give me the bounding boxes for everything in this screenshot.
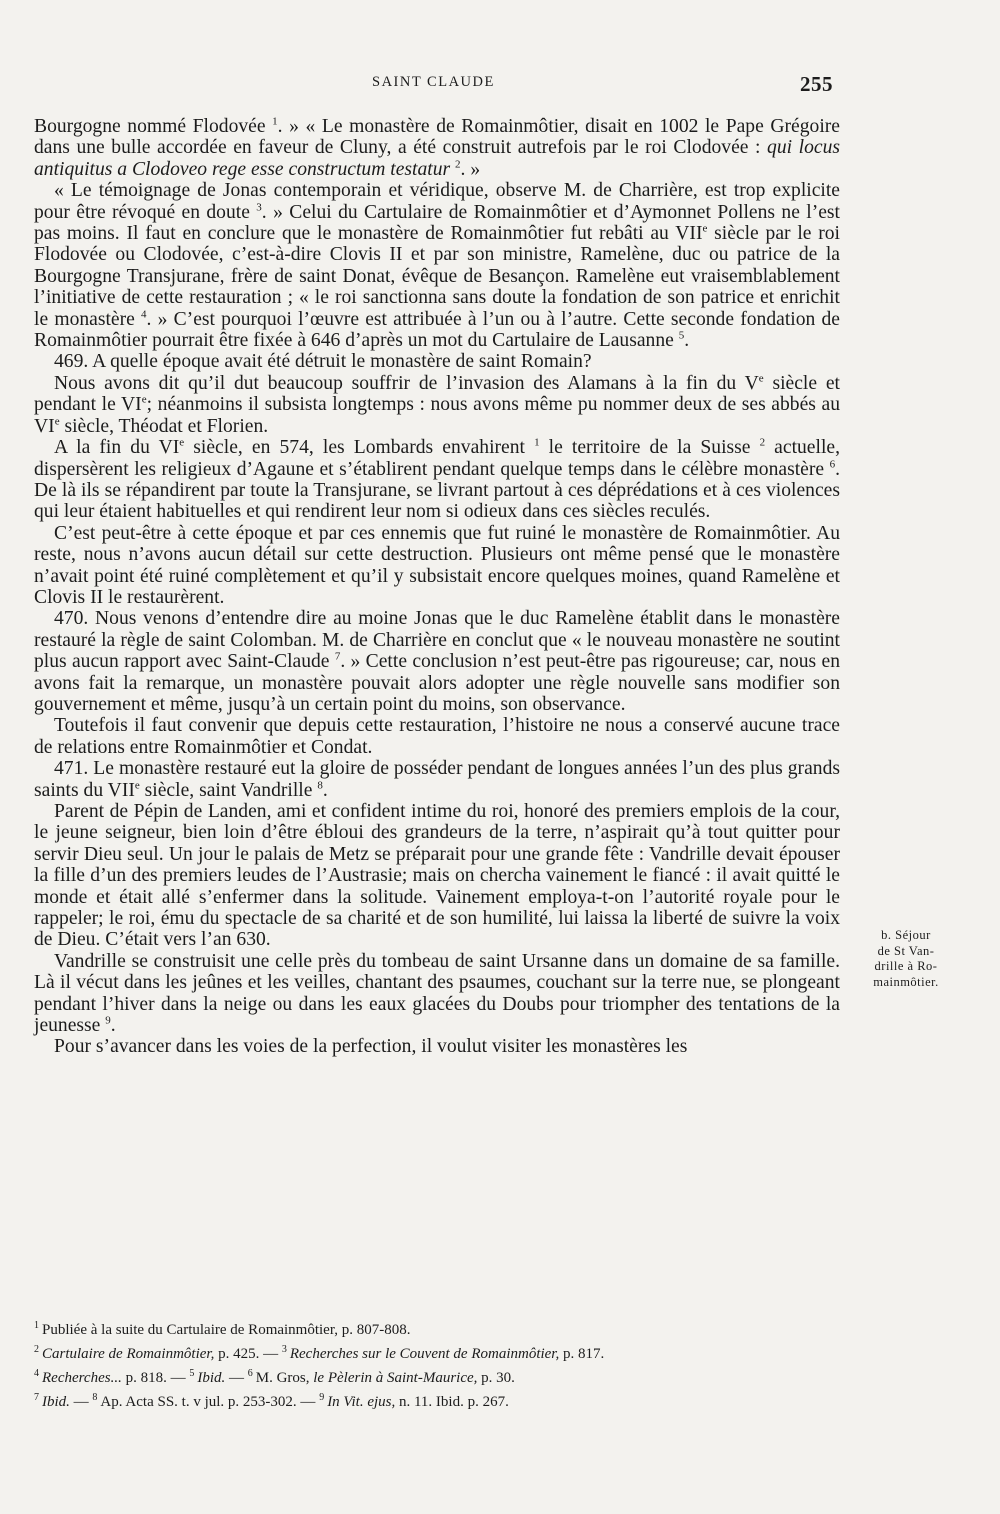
text-run: . De là ils se répandirent par toute la Transjurane, se livrant partout à ces déprédations et à ces violences qui leur étaient habituelles et qui rendirent leur nom si odieux dans ces siècles reculés. — [34, 458, 840, 523]
text-run: siècle, en 574, les Lombards envahirent — [184, 437, 535, 459]
italic-text: Ibid. — [197, 1370, 226, 1386]
text-run: Parent de Pépin de Landen, ami et confident intime du roi, honoré des premiers emplois de la cour, le jeune seigneur, bien loin d’être ébloui des grandeurs de la terre, n’aspirait qu’à tout quitter pour servir Dieu seul. Un jour le palais de Metz se préparait pour une grande fête : Vandrille devait épouser la fille d’un des premiers leudes de l’Austrasie; mais on chercha vainement le fiancé : il avait quitté le monde et était allé s’enfermer dans la solitude. Vainement employa-t-on l’autorité royale pour le rappeler; le roi, ému du spectacle de sa charité et de son humilité, lui laissa la liberté de suivre la voix de Dieu. C’était vers l’an 630. — [34, 801, 840, 951]
text-run: 471. Le monastère restauré eut la gloire de posséder pendant de longues années l’un des plus grands saints du VII — [34, 758, 840, 801]
italic-text: Recherches sur le Couvent de Romainmôtier, — [289, 1346, 560, 1362]
footnote-number: 3 — [281, 1344, 287, 1355]
text-run: . » Celui du Cartulaire de Romainmôtier et d’Aymonnet Pollens ne l’est pas moins. Il faut en conclure que le monastère de Romainmôtier fut rebâti au VII — [34, 201, 841, 245]
text-run: . » Cette conclusion n’est peut-être pas rigoureuse; car, nous en avons fait la remarque, un monastère pouvait alors adopter une règle nouvelle sans modifier son gouvernement et même, jusqu’à un certain point du moins, son observance. — [34, 651, 840, 715]
text-run: Bourgogne nommé Flodovée — [34, 116, 273, 137]
text-run: p. 817. — [559, 1346, 605, 1362]
footnote-ref: 1 — [272, 115, 278, 128]
text-run: . » « Le monastère de Romainmôtier, disait en 1002 le Pape Grégoire dans une bulle accordée en faveur de Cluny, a été construit autrefois par le roi Clodovée : — [34, 116, 840, 159]
text-run: . — [322, 779, 328, 801]
footnote-ref: e — [141, 393, 147, 406]
footnote-line — [34, 1388, 840, 1412]
italic-text: qui locus antiquitus a Clodoveo rege esse constructum testatur — [34, 137, 840, 180]
footnote-ref: 2 — [455, 158, 461, 171]
text-run: n. 11. Ibid. p. 267. — [395, 1394, 509, 1410]
text-run: siècle, Théodat et Florien. — [59, 415, 269, 437]
page-number: 255 — [800, 72, 833, 96]
footnote-ref: e — [134, 779, 140, 792]
text-run: Ap. Acta SS. t. v jul. p. 253-302. — — [100, 1394, 320, 1410]
margin-note-line: drille à Ro- — [874, 959, 938, 973]
footnote-ref: 7 — [334, 650, 341, 663]
footnote-ref: 8 — [317, 779, 323, 792]
text-run: p. 425. — — [214, 1346, 282, 1362]
footnote-number: 5 — [189, 1368, 195, 1379]
text-run: Toutefois il faut convenir que depuis cette restauration, l’histoire ne nous a conservé aucune trace de relations entre Romainmôtier et Condat. — [34, 715, 840, 758]
paragraph-p11 — [34, 951, 840, 1037]
paragraph-p4 — [34, 373, 840, 437]
text-run: siècle et pendant le VI — [34, 372, 840, 416]
text-run: p. 30. — [477, 1370, 515, 1386]
italic-text: le Pèlerin à Saint-Maurice, — [313, 1370, 478, 1386]
footnote-ref: e — [179, 436, 185, 449]
footnote-ref: 9 — [105, 1014, 111, 1027]
footnote-number: 1 — [34, 1320, 39, 1331]
footnote-number: 7 — [34, 1392, 39, 1403]
text-run: siècle par le roi Flodovée ou Clodovée, c’est-à-dire Clovis II et par son ministre, Ramelène, duc ou patrice de la Bourgogne Transjurane, frère de saint Donat, évêque de Besançon. Ramelène eut vraisemblablement l’initiative de cette restauration ; « le roi sanctionna sans doute la fondation de son patrice et enrichit le monastère — [34, 223, 840, 330]
italic-text: In Vit. ejus, — [327, 1394, 396, 1410]
text-run: — — [69, 1394, 93, 1410]
text-run: A la fin du VI — [54, 437, 180, 459]
text-run: Nous avons dit qu’il dut beaucoup souffrir de l’invasion des Alamans à la fin du V — [54, 372, 759, 394]
text-run: siècle, saint Vandrille — [139, 779, 318, 801]
footnote-ref: 3 — [256, 201, 262, 214]
footnote-number: 2 — [34, 1344, 39, 1355]
text-run: Pour s’avancer dans les voies de la perfection, il voulut visiter les monastères les — [54, 1036, 688, 1058]
footnote-ref: e — [54, 415, 60, 428]
text-run: . » C’est pourquoi l’œuvre est attribuée à l’un ou à l’autre. Cette seconde fondation de Romainmôtier pourrait être fixée à 646 d’après un mot du Cartulaire de Lausanne — [34, 308, 840, 352]
paragraph-p8 — [34, 715, 840, 758]
text-run: . » — [460, 158, 481, 180]
footnote-ref: e — [758, 372, 764, 385]
text-run: 470. Nous venons d’entendre dire au moine Jonas que le duc Ramelène établit dans le monastère restauré la règle de saint Colomban. M. de Charrière en conclut que « le nouveau monastère ne soutint plus aucun rapport avec Saint-Claude — [34, 608, 840, 673]
footnote-line — [34, 1340, 840, 1364]
footnote-ref: e — [702, 222, 708, 235]
footnotes — [34, 1316, 840, 1412]
italic-text: Ibid. — [42, 1394, 70, 1410]
footnote-ref: 4 — [141, 308, 147, 321]
text-run: Vandrille se construisit une celle près du tombeau de saint Ursanne dans un domaine de sa famille. Là il vécut dans les jeûnes et les veilles, chantant des psaumes, couchant sur la terre nue, se plongeant pendant l’hiver dans la neige ou dans les eaux glacées du Doubs pour triompher des tentations de la jeunesse — [34, 950, 840, 1037]
text-run: « Le témoignage de Jonas contemporain et véridique, observe M. de Charrière, est trop explicite pour être révoqué en doute — [34, 180, 840, 223]
margin-note — [846, 928, 966, 990]
paragraph-p10 — [34, 801, 840, 951]
margin-note-line: b. Séjour — [881, 928, 931, 942]
paragraph-p1 — [34, 116, 840, 180]
page-header — [0, 72, 1000, 100]
text-run: p. 818. — — [121, 1370, 190, 1386]
italic-text: Cartulaire de Romainmôtier, — [42, 1346, 215, 1362]
paragraph-p2 — [34, 180, 840, 351]
footnote-line — [34, 1364, 840, 1388]
paragraph-p5 — [34, 437, 840, 523]
margin-note-line: mainmôtier. — [873, 974, 939, 989]
paragraph-p12 — [34, 1036, 840, 1057]
text-run: le territoire de la Suisse — [539, 437, 760, 459]
paragraph-p9 — [34, 758, 840, 801]
footnote-number: 6 — [247, 1368, 253, 1379]
footnote-ref: 6 — [829, 457, 836, 470]
paragraph-p7 — [34, 608, 840, 715]
text-run: 469. A quelle époque avait été détruit le monastère de saint Romain? — [54, 351, 592, 373]
paragraph-p3 — [34, 351, 840, 372]
text-run: C’est peut-être à cette époque et par ces ennemis que fut ruiné le monastère de Romainmôtier. Au reste, nous n’avons aucun détail sur cette destruction. Plusieurs ont même pensé que le monastère n’avait point été ruiné complètement et qu’il y subsistait encore quelques moines, quand Ramelène et Clovis II le restaurèrent. — [34, 522, 840, 608]
footnote-ref: 5 — [678, 329, 685, 342]
text-run: . — [684, 330, 690, 352]
text-run: — — [225, 1370, 248, 1386]
running-title: SAINT CLAUDE — [372, 74, 495, 90]
body-text — [34, 116, 840, 1058]
text-run: Publiée à la suite du Cartulaire de Romainmôtier, p. 807-808. — [42, 1322, 411, 1338]
paragraph-p6 — [34, 523, 840, 609]
italic-text: Recherches... — [42, 1370, 122, 1386]
text-run: M. Gros, — [255, 1370, 314, 1386]
footnote-line — [34, 1316, 840, 1340]
footnote-ref: 1 — [534, 436, 540, 449]
text-run: . — [110, 1015, 116, 1037]
text-run: ; néanmoins il subsista longtemps : nous avons même pu nommer deux de ses abbés au VI — [34, 394, 840, 437]
footnote-number: 4 — [34, 1368, 39, 1379]
footnote-number: 8 — [92, 1392, 98, 1403]
footnote-number: 9 — [319, 1392, 325, 1403]
text-run: actuelle, dispersèrent les religieux d’Agaune et s’établirent pendant quelque temps dans le célèbre monastère — [34, 437, 840, 480]
margin-note-line: de St Van- — [877, 943, 935, 958]
footnote-ref: 2 — [759, 436, 766, 449]
